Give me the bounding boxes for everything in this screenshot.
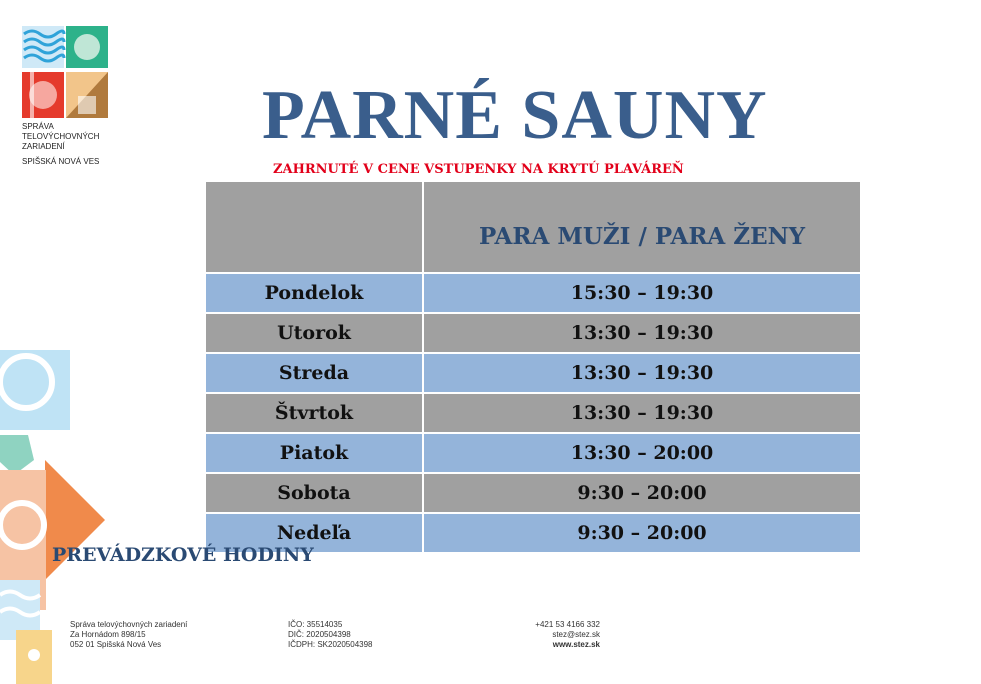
day-cell: Pondelok [205, 273, 423, 313]
table-header-empty-cell [205, 181, 423, 273]
day-cell: Nedeľa [205, 513, 423, 553]
table-row [205, 393, 861, 433]
hours-cell: 13:30 – 19:30 [423, 353, 861, 393]
footer-contact [500, 620, 600, 650]
table-row [205, 313, 861, 353]
day-cell: Utorok [205, 313, 423, 353]
org-name: SPRÁVA TELOVÝCHOVNÝCH ZARIADENÍ [22, 122, 100, 151]
stez-logo-icon [22, 26, 108, 118]
subtitle: ZAHRNUTÉ V CENE VSTUPENKY NA KRYTÚ PLAVÁREŇ [273, 162, 684, 177]
website-link[interactable]: www.stez.sk [552, 640, 600, 649]
footer-address: Správa telovýchovných zariadení Za Hornádom 898/15 052 01 Spišská Nová Ves [70, 620, 188, 649]
hours-cell: 9:30 – 20:00 [423, 473, 861, 513]
page-title: PARNÉ SAUNY [262, 77, 768, 154]
schedule-table [204, 180, 862, 554]
hours-cell: 13:30 – 20:00 [423, 433, 861, 473]
table-row [205, 433, 861, 473]
table-header-row [205, 181, 861, 273]
day-cell: Piatok [205, 433, 423, 473]
email-link[interactable]: stez@stez.sk [552, 630, 600, 639]
table-row [205, 353, 861, 393]
hours-cell: 9:30 – 20:00 [423, 513, 861, 553]
footer-ids: IČO: 35514035 DIČ: 2020504398 IČDPH: SK2020504398 [288, 620, 373, 649]
hours-cell: 15:30 – 19:30 [423, 273, 861, 313]
table-row [205, 273, 861, 313]
phone-text: +421 53 4166 332 [535, 620, 600, 629]
hours-cell: 13:30 – 19:30 [423, 313, 861, 353]
hours-cell: 13:30 – 19:30 [423, 393, 861, 433]
section-label: PREVÁDZKOVÉ HODINY [52, 544, 314, 566]
day-cell: Štvrtok [205, 393, 423, 433]
column-header: PARA MUŽI / PARA ŽENY [423, 181, 861, 273]
table-row [205, 473, 861, 513]
day-cell: Sobota [205, 473, 423, 513]
org-city: SPIŠSKÁ NOVÁ VES [22, 157, 100, 166]
day-cell: Streda [205, 353, 423, 393]
